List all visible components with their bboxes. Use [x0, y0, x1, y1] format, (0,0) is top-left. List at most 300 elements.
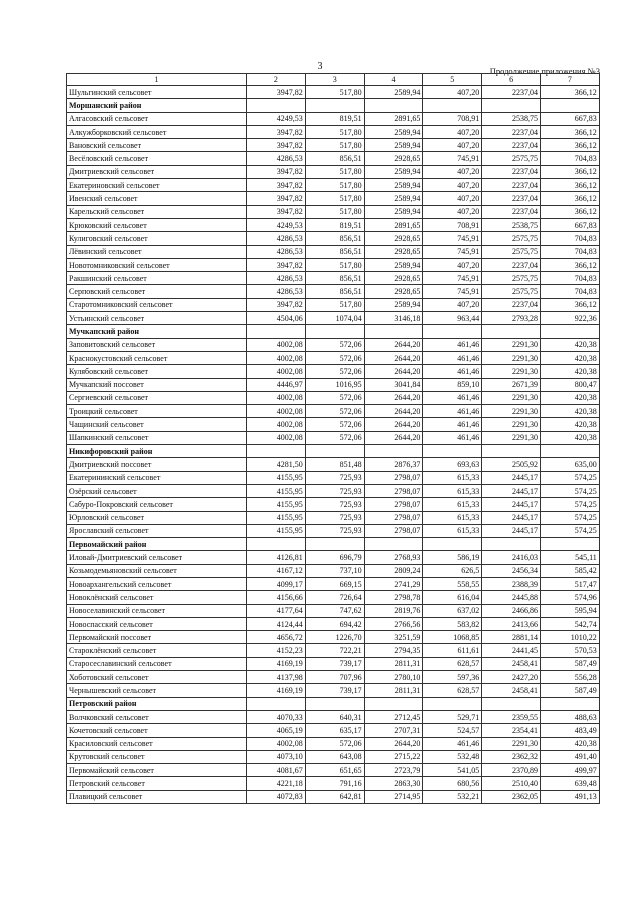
value-cell: 4072,83: [247, 790, 306, 803]
table-row: [67, 418, 600, 431]
value-cell: 2891,65: [364, 112, 423, 125]
value-cell: 2723,79: [364, 764, 423, 777]
table-row: [67, 524, 600, 537]
value-cell: 2766,56: [364, 617, 423, 630]
value-cell: 597,36: [423, 671, 482, 684]
value-cell: 2359,55: [482, 710, 541, 723]
value-cell: 2589,94: [364, 125, 423, 138]
settlement-name: Лёвинский сельсовет: [67, 245, 247, 258]
value-cell: 819,51: [305, 218, 364, 231]
value-cell: 4065,19: [247, 724, 306, 737]
empty-cell: [247, 99, 306, 112]
table-row: [67, 152, 600, 165]
value-cell: 461,46: [423, 405, 482, 418]
value-cell: 739,17: [305, 657, 364, 670]
value-cell: 2237,04: [482, 179, 541, 192]
empty-cell: [247, 697, 306, 710]
value-cell: 2644,20: [364, 391, 423, 404]
value-cell: 4286,53: [247, 232, 306, 245]
table-row: [67, 484, 600, 497]
value-cell: 2793,28: [482, 312, 541, 325]
settlement-name: Крюковский сельсовет: [67, 218, 247, 231]
table-row: [67, 777, 600, 790]
column-number: 4: [364, 74, 423, 86]
value-cell: 2445,17: [482, 524, 541, 537]
value-cell: 4221,18: [247, 777, 306, 790]
column-number: 3: [305, 74, 364, 86]
value-cell: 461,46: [423, 418, 482, 431]
value-cell: 2575,75: [482, 245, 541, 258]
value-cell: 2362,32: [482, 750, 541, 763]
value-cell: 407,20: [423, 86, 482, 99]
empty-cell: [364, 99, 423, 112]
value-cell: 366,12: [540, 179, 599, 192]
value-cell: 2644,20: [364, 351, 423, 364]
district-row: [67, 697, 600, 710]
value-cell: 2510,40: [482, 777, 541, 790]
value-cell: 851,48: [305, 458, 364, 471]
value-cell: 615,33: [423, 511, 482, 524]
value-cell: 669,15: [305, 577, 364, 590]
value-cell: 4155,95: [247, 524, 306, 537]
empty-cell: [423, 99, 482, 112]
value-cell: 4002,08: [247, 405, 306, 418]
value-cell: 2712,45: [364, 710, 423, 723]
table-row: [67, 737, 600, 750]
table-row: [67, 139, 600, 152]
value-cell: 2589,94: [364, 192, 423, 205]
value-cell: 2291,30: [482, 391, 541, 404]
empty-cell: [482, 445, 541, 458]
settlement-name: Карельский сельсовет: [67, 205, 247, 218]
value-cell: 407,20: [423, 139, 482, 152]
value-cell: 3146,18: [364, 312, 423, 325]
district-row: [67, 325, 600, 338]
value-cell: 3947,82: [247, 298, 306, 311]
table-row: [67, 245, 600, 258]
value-cell: 693,63: [423, 458, 482, 471]
settlement-name: Староклёнский сельсовет: [67, 644, 247, 657]
value-cell: 667,83: [540, 218, 599, 231]
settlement-name: Дмитриевский поссовет: [67, 458, 247, 471]
value-cell: 2575,75: [482, 272, 541, 285]
settlement-name: Юрловский сельсовет: [67, 511, 247, 524]
value-cell: 2388,39: [482, 577, 541, 590]
value-cell: 4281,50: [247, 458, 306, 471]
value-cell: 2362,05: [482, 790, 541, 803]
value-cell: 572,06: [305, 405, 364, 418]
value-cell: 704,83: [540, 232, 599, 245]
value-cell: 1074,04: [305, 312, 364, 325]
value-cell: 558,55: [423, 577, 482, 590]
value-cell: 491,13: [540, 790, 599, 803]
value-cell: 585,42: [540, 564, 599, 577]
settlement-name: Сергиевский сельсовет: [67, 391, 247, 404]
settlement-name: Старотомниковский сельсовет: [67, 298, 247, 311]
value-cell: 2928,65: [364, 232, 423, 245]
value-cell: 2445,17: [482, 498, 541, 511]
settlement-name: Шульгинский сельсовет: [67, 86, 247, 99]
value-cell: 583,82: [423, 617, 482, 630]
value-cell: 574,25: [540, 524, 599, 537]
table-row: [67, 471, 600, 484]
value-cell: 3947,82: [247, 205, 306, 218]
value-cell: 4169,19: [247, 684, 306, 697]
value-cell: 726,64: [305, 591, 364, 604]
table-row: [67, 365, 600, 378]
empty-cell: [540, 538, 599, 551]
empty-cell: [423, 697, 482, 710]
value-cell: 725,93: [305, 471, 364, 484]
empty-cell: [247, 538, 306, 551]
value-cell: 572,06: [305, 737, 364, 750]
value-cell: 461,46: [423, 391, 482, 404]
value-cell: 2928,65: [364, 272, 423, 285]
value-cell: 4002,08: [247, 737, 306, 750]
value-cell: 2291,30: [482, 365, 541, 378]
value-cell: 2291,30: [482, 737, 541, 750]
table-row: [67, 551, 600, 564]
value-cell: 704,83: [540, 152, 599, 165]
table-row: [67, 205, 600, 218]
value-cell: 4002,08: [247, 338, 306, 351]
settlement-name: Новоселавинский сельсовет: [67, 604, 247, 617]
settlement-name: Волчковский сельсовет: [67, 710, 247, 723]
value-cell: 745,91: [423, 245, 482, 258]
value-cell: 2291,30: [482, 351, 541, 364]
value-cell: 859,10: [423, 378, 482, 391]
value-cell: 524,57: [423, 724, 482, 737]
value-cell: 366,12: [540, 298, 599, 311]
value-cell: 4156,66: [247, 591, 306, 604]
value-cell: 4002,08: [247, 365, 306, 378]
value-cell: 2798,07: [364, 471, 423, 484]
value-cell: 2741,29: [364, 577, 423, 590]
value-cell: 366,12: [540, 165, 599, 178]
value-cell: 3251,59: [364, 631, 423, 644]
value-cell: 611,61: [423, 644, 482, 657]
value-cell: 725,93: [305, 524, 364, 537]
table-row: [67, 764, 600, 777]
value-cell: 615,33: [423, 498, 482, 511]
value-cell: 517,80: [305, 298, 364, 311]
value-cell: 2644,20: [364, 737, 423, 750]
settlement-name: Мучкапский поссовет: [67, 378, 247, 391]
value-cell: 680,56: [423, 777, 482, 790]
district-name: Моршанский район: [67, 99, 247, 112]
value-cell: 4137,98: [247, 671, 306, 684]
table-row: [67, 112, 600, 125]
value-cell: 4155,95: [247, 498, 306, 511]
value-cell: 2644,20: [364, 365, 423, 378]
value-cell: 2589,94: [364, 86, 423, 99]
value-cell: 615,33: [423, 484, 482, 497]
value-cell: 4002,08: [247, 391, 306, 404]
empty-cell: [364, 445, 423, 458]
settlement-name: Алгасовский сельсовет: [67, 112, 247, 125]
value-cell: 1226,70: [305, 631, 364, 644]
empty-cell: [305, 99, 364, 112]
value-cell: 532,48: [423, 750, 482, 763]
value-cell: 2466,86: [482, 604, 541, 617]
value-cell: 2445,88: [482, 591, 541, 604]
empty-cell: [423, 325, 482, 338]
settlement-name: Чернышевский сельсовет: [67, 684, 247, 697]
district-name: Никифоровский район: [67, 445, 247, 458]
value-cell: 2291,30: [482, 431, 541, 444]
value-cell: 745,91: [423, 152, 482, 165]
value-cell: 725,93: [305, 511, 364, 524]
empty-cell: [364, 697, 423, 710]
value-cell: 2811,31: [364, 684, 423, 697]
value-cell: 587,49: [540, 684, 599, 697]
value-cell: 2445,17: [482, 511, 541, 524]
value-cell: 2644,20: [364, 418, 423, 431]
value-cell: 2237,04: [482, 298, 541, 311]
settlement-name: Иловай-Дмитриевский сельсовет: [67, 551, 247, 564]
table-row: [67, 710, 600, 723]
value-cell: 574,25: [540, 484, 599, 497]
value-cell: 2445,17: [482, 471, 541, 484]
table-row: [67, 671, 600, 684]
value-cell: 4155,95: [247, 511, 306, 524]
settlement-name: Вановский сельсовет: [67, 139, 247, 152]
table-row: [67, 684, 600, 697]
table-row: [67, 378, 600, 391]
table-row: [67, 192, 600, 205]
value-cell: 2928,65: [364, 285, 423, 298]
value-cell: 2798,07: [364, 484, 423, 497]
value-cell: 574,96: [540, 591, 599, 604]
value-cell: 2798,07: [364, 511, 423, 524]
value-cell: 488,63: [540, 710, 599, 723]
value-cell: 637,02: [423, 604, 482, 617]
value-cell: 635,00: [540, 458, 599, 471]
value-cell: 2798,78: [364, 591, 423, 604]
value-cell: 4504,06: [247, 312, 306, 325]
value-cell: 856,51: [305, 272, 364, 285]
value-cell: 517,80: [305, 179, 364, 192]
value-cell: 2237,04: [482, 139, 541, 152]
value-cell: 628,57: [423, 684, 482, 697]
value-cell: 745,91: [423, 285, 482, 298]
value-cell: 747,62: [305, 604, 364, 617]
value-cell: 4124,44: [247, 617, 306, 630]
value-cell: 4167,12: [247, 564, 306, 577]
value-cell: 3947,82: [247, 139, 306, 152]
value-cell: 366,12: [540, 258, 599, 271]
value-cell: 2237,04: [482, 192, 541, 205]
value-cell: 2237,04: [482, 86, 541, 99]
value-cell: 922,36: [540, 312, 599, 325]
value-cell: 643,08: [305, 750, 364, 763]
table-row: [67, 498, 600, 511]
value-cell: 574,25: [540, 471, 599, 484]
value-cell: 651,65: [305, 764, 364, 777]
table-row: [67, 86, 600, 99]
settlement-name: Хоботовский сельсовет: [67, 671, 247, 684]
column-number-row: [67, 74, 600, 86]
empty-cell: [305, 325, 364, 338]
value-cell: 2458,41: [482, 657, 541, 670]
table-row: [67, 750, 600, 763]
value-cell: 2427,20: [482, 671, 541, 684]
settlement-name: Серповский сельсовет: [67, 285, 247, 298]
value-cell: 2809,24: [364, 564, 423, 577]
value-cell: 856,51: [305, 285, 364, 298]
value-cell: 517,80: [305, 258, 364, 271]
value-cell: 2671,39: [482, 378, 541, 391]
settlement-name: Екатерининский сельсовет: [67, 471, 247, 484]
value-cell: 461,46: [423, 338, 482, 351]
value-cell: 2456,34: [482, 564, 541, 577]
value-cell: 2589,94: [364, 139, 423, 152]
value-cell: 572,06: [305, 431, 364, 444]
table-row: [67, 644, 600, 657]
value-cell: 483,49: [540, 724, 599, 737]
settlement-name: Троицкий сельсовет: [67, 405, 247, 418]
table-row: [67, 351, 600, 364]
value-cell: 420,38: [540, 405, 599, 418]
value-cell: 2863,30: [364, 777, 423, 790]
value-cell: 491,40: [540, 750, 599, 763]
table-row: [67, 312, 600, 325]
value-cell: 696,79: [305, 551, 364, 564]
value-cell: 2413,66: [482, 617, 541, 630]
settlement-name: Крутовский сельсовет: [67, 750, 247, 763]
table-row: [67, 577, 600, 590]
value-cell: 499,97: [540, 764, 599, 777]
value-cell: 2575,75: [482, 232, 541, 245]
column-number: 6: [482, 74, 541, 86]
empty-cell: [305, 538, 364, 551]
table-row: [67, 272, 600, 285]
value-cell: 529,71: [423, 710, 482, 723]
value-cell: 517,80: [305, 165, 364, 178]
value-cell: 2798,07: [364, 524, 423, 537]
value-cell: 739,17: [305, 684, 364, 697]
settlement-name: Шапкинский сельсовет: [67, 431, 247, 444]
district-name: Мучкапский район: [67, 325, 247, 338]
value-cell: 2589,94: [364, 165, 423, 178]
settlement-name: Ракшинский сельсовет: [67, 272, 247, 285]
settlement-name: Кулябовский сельсовет: [67, 365, 247, 378]
value-cell: 4155,95: [247, 484, 306, 497]
value-cell: 4656,72: [247, 631, 306, 644]
value-cell: 2798,07: [364, 498, 423, 511]
value-cell: 420,38: [540, 365, 599, 378]
tariff-table: [66, 73, 600, 804]
value-cell: 4126,81: [247, 551, 306, 564]
district-row: [67, 538, 600, 551]
value-cell: 461,46: [423, 351, 482, 364]
value-cell: 2876,37: [364, 458, 423, 471]
settlement-name: Екатериновский сельсовет: [67, 179, 247, 192]
value-cell: 2589,94: [364, 205, 423, 218]
settlement-name: Дмитриевский сельсовет: [67, 165, 247, 178]
value-cell: 737,10: [305, 564, 364, 577]
value-cell: 704,83: [540, 272, 599, 285]
value-cell: 420,38: [540, 418, 599, 431]
empty-cell: [423, 538, 482, 551]
value-cell: 2794,35: [364, 644, 423, 657]
table-row: [67, 179, 600, 192]
settlement-name: Старосеславинский сельсовет: [67, 657, 247, 670]
value-cell: 545,11: [540, 551, 599, 564]
value-cell: 2881,14: [482, 631, 541, 644]
value-cell: 517,80: [305, 86, 364, 99]
value-cell: 4446,97: [247, 378, 306, 391]
settlement-name: Озёрский сельсовет: [67, 484, 247, 497]
value-cell: 2291,30: [482, 405, 541, 418]
empty-cell: [247, 445, 306, 458]
settlement-name: Козьмодемьяновский сельсовет: [67, 564, 247, 577]
value-cell: 2354,41: [482, 724, 541, 737]
value-cell: 616,04: [423, 591, 482, 604]
value-cell: 461,46: [423, 365, 482, 378]
value-cell: 2237,04: [482, 205, 541, 218]
value-cell: 791,16: [305, 777, 364, 790]
value-cell: 635,17: [305, 724, 364, 737]
value-cell: 2589,94: [364, 258, 423, 271]
value-cell: 707,96: [305, 671, 364, 684]
empty-cell: [482, 538, 541, 551]
value-cell: 572,06: [305, 338, 364, 351]
value-cell: 366,12: [540, 125, 599, 138]
value-cell: 1068,85: [423, 631, 482, 644]
value-cell: 2291,30: [482, 338, 541, 351]
table-row: [67, 125, 600, 138]
value-cell: 407,20: [423, 192, 482, 205]
value-cell: 3947,82: [247, 125, 306, 138]
table-row: [67, 258, 600, 271]
value-cell: 3947,82: [247, 86, 306, 99]
value-cell: 570,53: [540, 644, 599, 657]
value-cell: 2589,94: [364, 179, 423, 192]
settlement-name: Чащинский сельсовет: [67, 418, 247, 431]
value-cell: 2891,65: [364, 218, 423, 231]
value-cell: 587,49: [540, 657, 599, 670]
value-cell: 4286,53: [247, 245, 306, 258]
value-cell: 745,91: [423, 272, 482, 285]
value-cell: 3947,82: [247, 192, 306, 205]
empty-cell: [482, 99, 541, 112]
value-cell: 2416,03: [482, 551, 541, 564]
table-row: [67, 391, 600, 404]
value-cell: 366,12: [540, 86, 599, 99]
value-cell: 2538,75: [482, 112, 541, 125]
settlement-name: Заповитовский сельсовет: [67, 338, 247, 351]
column-number: 5: [423, 74, 482, 86]
page-number: 3: [317, 61, 323, 72]
value-cell: 572,06: [305, 365, 364, 378]
settlement-name: Кулиговский сельсовет: [67, 232, 247, 245]
value-cell: 704,83: [540, 285, 599, 298]
value-cell: 420,38: [540, 338, 599, 351]
value-cell: 3947,82: [247, 179, 306, 192]
value-cell: 708,91: [423, 112, 482, 125]
value-cell: 2291,30: [482, 418, 541, 431]
value-cell: 517,47: [540, 577, 599, 590]
table-row: [67, 298, 600, 311]
value-cell: 704,83: [540, 245, 599, 258]
value-cell: 2768,93: [364, 551, 423, 564]
value-cell: 2714,95: [364, 790, 423, 803]
table-row: [67, 724, 600, 737]
value-cell: 420,38: [540, 737, 599, 750]
table-row: [67, 165, 600, 178]
district-row: [67, 445, 600, 458]
